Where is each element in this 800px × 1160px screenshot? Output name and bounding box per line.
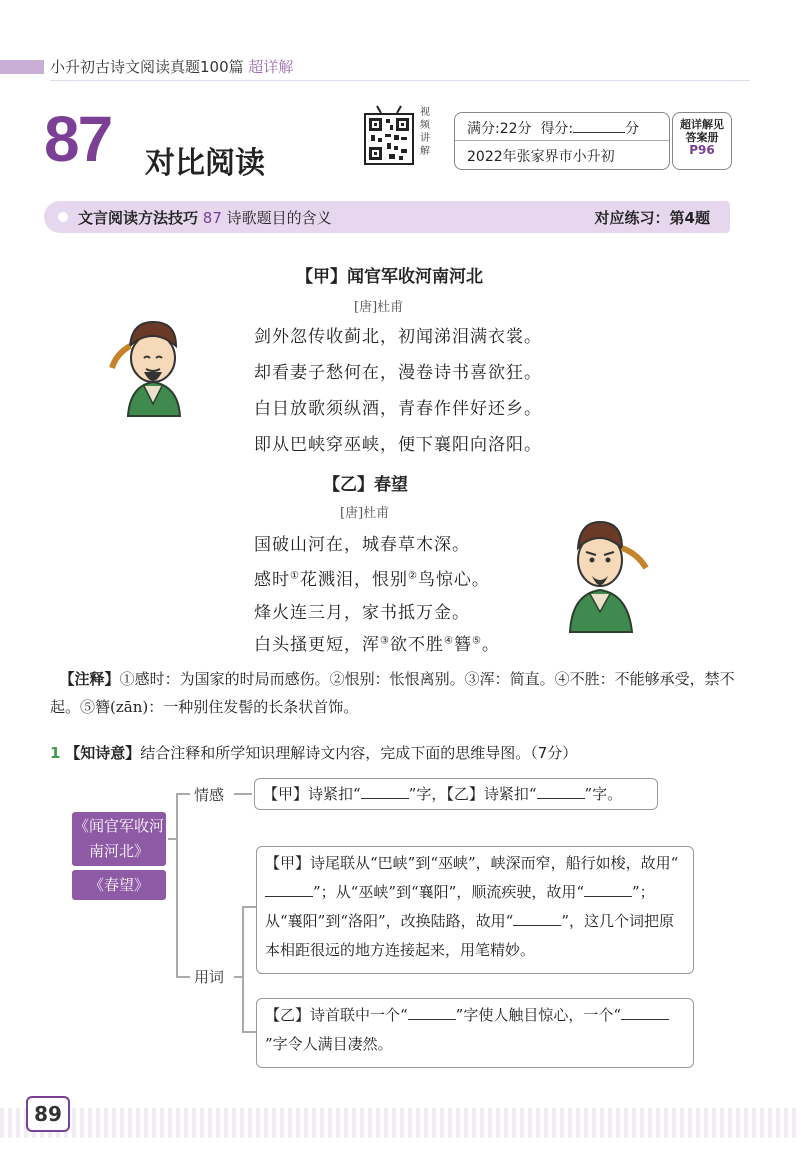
answer-blank[interactable] [537,784,585,799]
answer-blank[interactable] [265,882,313,897]
branch-words: 用词 [194,968,225,986]
answer-blank[interactable] [621,1005,669,1020]
book-title: 小升初古诗文阅读真题100篇 超详解 [50,58,294,76]
poem-a-title: 【甲】闻官军收河南河北 [296,267,483,287]
annotation-notes [50,665,740,721]
mindmap-connector [242,1031,256,1033]
emotion-answer-box: 【甲】诗紧扣“ ”字，【乙】诗紧扣“ ”字。 [254,778,658,810]
score-line: 满分:22分 得分: 分 [467,121,640,137]
poem-b-author: [唐]杜甫 [340,506,390,521]
mindmap-connector [176,976,190,978]
skill-band [44,201,730,233]
answer-label: 超详解见答案册 [680,118,724,144]
header-divider [50,80,750,81]
words-answer-box-b: 【乙】诗首联中一个“ ”字使人触目惊心，一个“”字令人满目凄然。 [256,998,694,1068]
poem-b-title: 【乙】春望 [323,475,408,495]
mindmap-connector [242,906,256,908]
answer-blank[interactable] [361,784,409,799]
poem-b-line: 感时①花溅泪，恨别②鸟惊心。 [254,570,490,590]
mindmap-connector [176,793,178,978]
answer-reference [672,112,732,170]
answer-blank[interactable] [513,911,561,926]
score-input[interactable] [573,120,625,133]
notes-label: 【注释】 [59,670,120,688]
qr-label: 视频讲解 [420,107,430,157]
poem-a-line: 剑外忽传收蓟北，初闻涕泪满衣裳。 [254,327,542,347]
poet-illustration-happy [108,316,198,426]
poem-b-line: 白头搔更短，浑③欲不胜④簪⑤。 [254,635,500,655]
mindmap-connector [168,838,178,840]
mindmap-connector [176,793,190,795]
page-number: 89 [26,1096,70,1132]
footer-strip [0,1108,800,1138]
lesson-number: 87 [44,103,112,175]
question-heading: 1 【知诗意】结合注释和所学知识理解诗文内容，完成下面的思维导图。（7分） [50,744,578,762]
lesson-topic: 对比阅读 [145,146,265,181]
branch-emotion: 情感 [194,786,225,804]
mindmap-connector [242,906,244,1032]
exam-source: 2022年张家界市小升初 [467,149,615,165]
skill-title: 文言阅读方法技巧 87 诗歌题目的含义 [78,209,332,227]
mindmap-root-poem-a: 《闻官军收河南河北》 [72,812,166,866]
poem-a-line: 白日放歌须纵酒，青春作伴好还乡。 [254,399,542,419]
poet-illustration-sad [552,514,652,634]
poem-a-author: [唐]杜甫 [354,300,404,315]
answer-page: P96 [689,143,715,157]
header-accent-bar [0,60,44,74]
mindmap-root-poem-b: 《春望》 [72,870,166,900]
notes-text: ①感时：为国家的时局而感伤。②恨别：怅恨离别。③浑：简直。④不胜：不能够承受，禁不起。⑤簪(zān)：一种别住发髻的长条状首饰。 [50,670,735,716]
bullet-icon [58,212,68,222]
qr-code-icon[interactable] [363,104,415,166]
answer-blank[interactable] [584,882,632,897]
mindmap-connector [234,793,252,795]
score-divider [455,140,669,141]
answer-blank[interactable] [408,1005,456,1020]
poem-b-line: 国破山河在，城春草木深。 [254,535,470,555]
poem-a-line: 即从巴峡穿巫峡，便下襄阳向洛阳。 [254,435,542,455]
poem-a-line: 却看妻子愁何在，漫卷诗书喜欲狂。 [254,363,542,383]
mindmap-connector [234,976,244,978]
book-subtitle: 超详解 [248,58,294,76]
words-answer-box-a: 【甲】诗尾联从“巴峡”到“巫峡”，峡深而窄，船行如梭，故用“”；从“巫峡”到“襄阳”，顺流疾驶，故用“ ”；从“襄阳”到“洛阳”，改换陆路，故用“ ”，这几个词把原本相距很远的地方连接起来，用笔精妙。 [256,846,694,974]
score-box [454,112,670,170]
poem-b-line: 烽火连三月，家书抵万金。 [254,603,470,623]
practice-ref: 对应练习：第4题 [594,209,710,227]
